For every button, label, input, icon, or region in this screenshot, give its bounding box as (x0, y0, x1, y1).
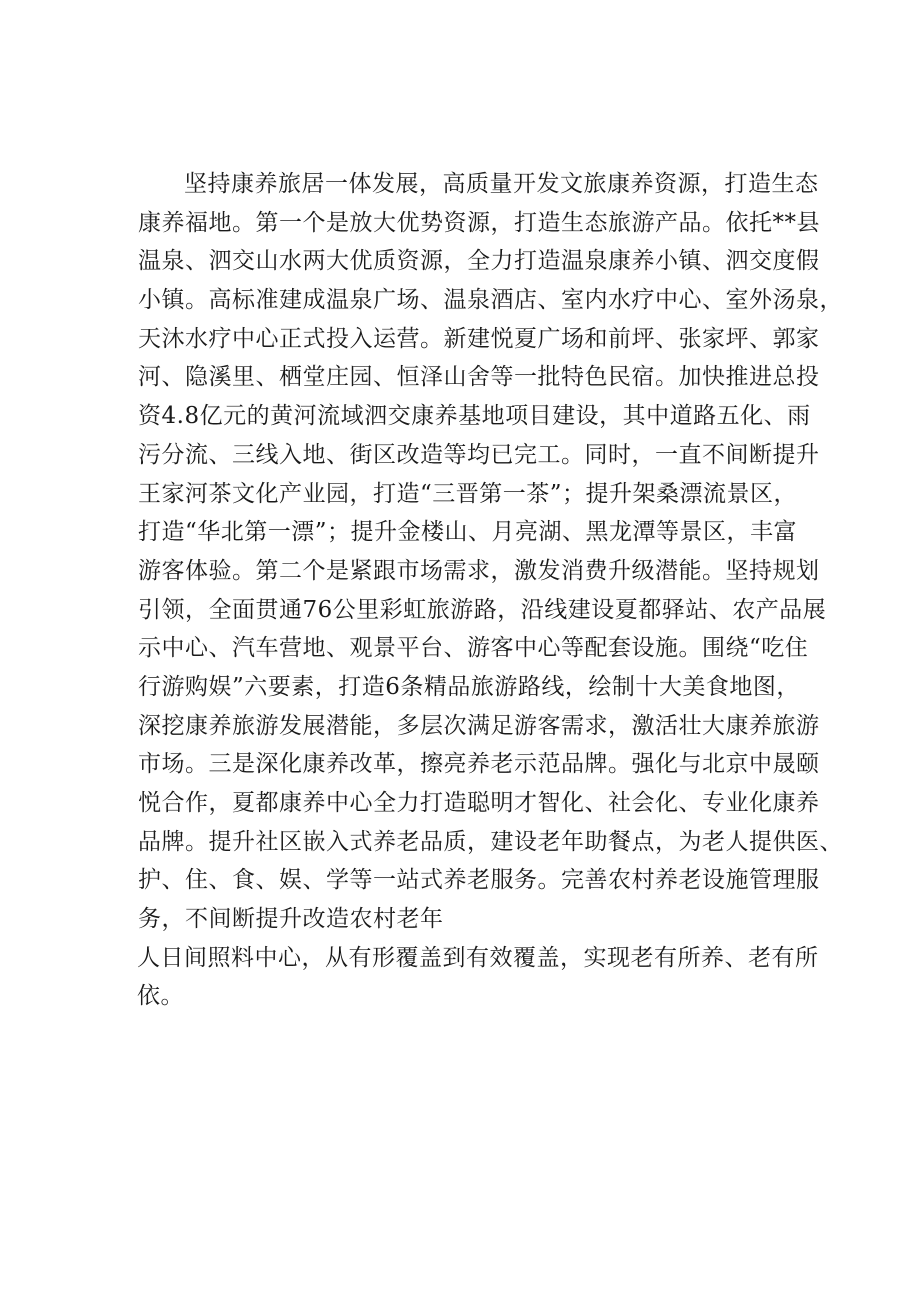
paragraph-line: 打造“华北第一漂”；提升金楼山、月亮湖、黑龙潭等景区，丰富 (138, 519, 798, 546)
paragraph-line: 污分流、三线入地、街区改造等均已完工。同时，一直不间断提升 (138, 441, 820, 468)
paragraph-line: 行游购娱”六要素，打造6条精品旅游路线，绘制十大美食地图， (138, 673, 800, 700)
paragraph-line: 品牌。提升社区嵌入式养老品质，建设老年助餐点，为老人提供医、 (138, 828, 843, 855)
paragraph-line: 游客体验。第二个是紧跟市场需求，激发消费升级潜能。坚持规划 (138, 557, 820, 584)
paragraph-line: 坚持康养旅居一体发展，高质量开发文旅康养资源，打造生态 (184, 171, 819, 197)
paragraph-line: 市场。三是深化康养改革，擦亮养老示范品牌。强化与北京中晟颐 (138, 751, 820, 778)
paragraph-line: 护、住、食、娱、学等一站式养老服务。完善农村养老设施管理服 (138, 867, 820, 894)
paragraph-line: 康养福地。第一个是放大优势资源，打造生态旅游产品。依托**县 (138, 209, 820, 236)
paragraph-line: 王家河茶文化产业园，打造“三晋第一茶”；提升架桑漂流景区， (138, 480, 798, 507)
body-paragraph (137, 165, 843, 1016)
paragraph-line: 河、隐溪里、栖堂庄园、恒泽山舍等一批特色民宿。加快推进总投 (138, 364, 820, 391)
paragraph-line: 深挖康养旅游发展潜能，多层次满足游客需求，激活壮大康养旅游 (138, 712, 820, 739)
paragraph-line: 务，不间断提升改造农村老年 (138, 906, 444, 933)
paragraph-line: 资4.8亿元的黄河流域泗交康养基地项目建设，其中道路五化、雨 (138, 403, 811, 430)
paragraph-line: 悦合作，夏都康养中心全力打造聪明才智化、社会化、专业化康养 (138, 790, 820, 816)
paragraph-line: 天沐水疗中心正式投入运营。新建悦夏广场和前坪、张家坪、郭家 (138, 325, 820, 352)
paragraph-line: 引领，全面贯通76公里彩虹旅游路，沿线建设夏都驿站、农产品展 (138, 596, 827, 623)
paragraph-line: 温泉、泗交山水两大优质资源，全力打造温泉康养小镇、泗交度假 (138, 248, 820, 275)
paragraph-line: 依。 (137, 983, 184, 1010)
paragraph-line: 人日间照料中心，从有形覆盖到有效覆盖，实现老有所养、老有所 (137, 944, 819, 971)
paragraph-line: 示中心、汽车营地、观景平台、游客中心等配套设施。围绕“吃住 (138, 635, 809, 662)
paragraph-line: 小镇。高标准建成温泉广场、温泉酒店、室内水疗中心、室外汤泉， (138, 287, 843, 314)
